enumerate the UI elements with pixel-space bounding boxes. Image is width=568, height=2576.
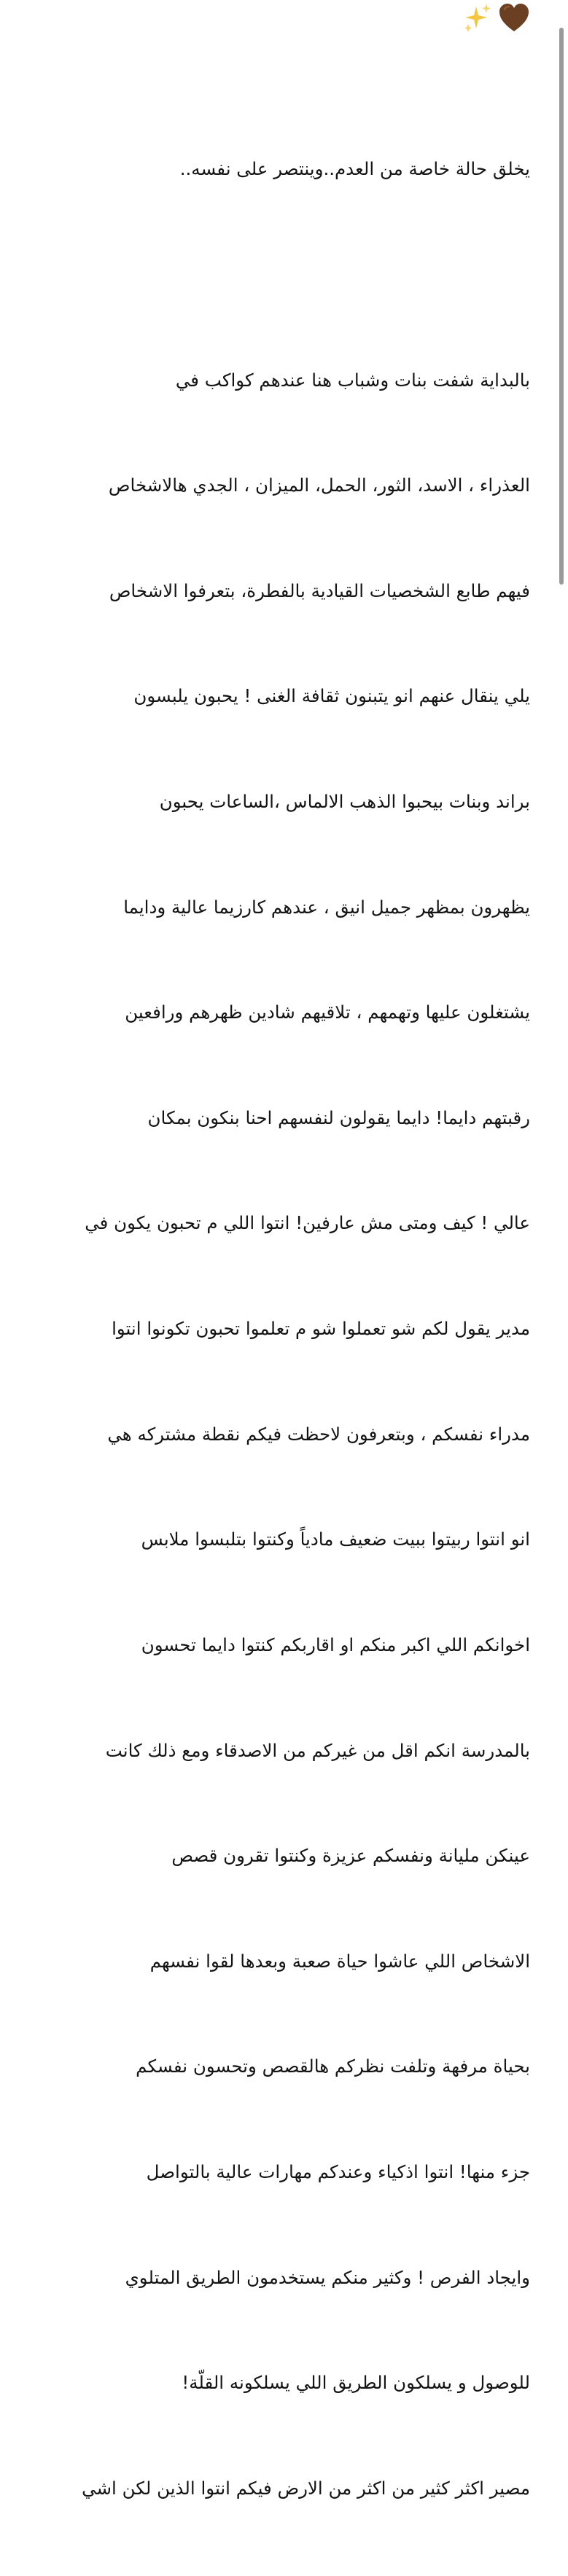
note-body [42, 82, 530, 2576]
note-line: انو انتوا ربيتوا ببيت ضعيف مادياً وكنتوا بتلبسوا ملابس [141, 1529, 530, 1550]
note-line: بحياة مرفهة وتلفت نظركم هالقصص وتحسون نفسكم [136, 2056, 530, 2077]
note-line: يشتغلون عليها وتهمهم ، تلاقيهم شادين ظهرهم ورافعين [125, 1002, 530, 1023]
vertical-scrollbar[interactable] [559, 28, 564, 585]
note-heading: يخلق حالة خاصة من العدم..وينتصر على نفسه.. [179, 158, 530, 180]
note-line: الاشخاص اللي عاشوا حياة صعبة وبعدها لقوا نفسهم [149, 1950, 530, 1972]
note-line: يلي ينقال عنهم انو يتبنون ثقافة الغنى ! يحبون يلبسون [133, 685, 530, 707]
note-line: بالبداية شفت بنات وشباب هنا عندهم كواكب في [175, 369, 530, 391]
note-line: براند وبنات بيحبوا الذهب الالماس ،الساعات يحبون [159, 791, 530, 813]
note-line: رقبتهم دايما! دايما يقولون لنفسهم احنا بنكون بمكان [147, 1106, 530, 1128]
note-line: بالمدرسة انكم اقل من غيركم من الاصدقاء ومع ذلك كانت [105, 1739, 530, 1761]
sparkles-icon [462, 2, 494, 34]
brown-heart-icon [498, 2, 530, 34]
note-line: وايجاد الفرص ! وكثير منكم يستخدمون الطريق المتلوي [125, 2266, 530, 2288]
note-line: عينكن مليانة ونفسكم عزيزة وكنتوا تقرون قصص [171, 1845, 530, 1867]
note-line: يظهرون بمظهر جميل انيق ، عندهم كارزيما عالية ودايما [123, 896, 530, 918]
note-line: للوصول و يسلكون الطريق اللي يسلكونه القلّة! [182, 2372, 530, 2394]
note-line: مدير يقول لكم شو تعملوا شو م تعلموا تحبون تكونوا انتوا [112, 1318, 530, 1340]
note-line: عالي ! كيف ومتى مش عارفين! انتوا اللي م تحبون يكون في [85, 1212, 530, 1234]
note-line: مصير اكثر كثير من اكثر من الارض فيكم انتوا الذين لكن اشي [82, 2477, 530, 2499]
note-line: اخوانكم اللي اكبر منكم او اقاربكم كنتوا دايما تحسون [141, 1634, 530, 1655]
emoji-header [462, 0, 530, 36]
note-line: مدراء نفسكم ، وبتعرفون لاحظت فيكم نقطة مشتركه هي [107, 1423, 530, 1445]
note-line: فيهم طابع الشخصيات القيادية بالفطرة، بتعرفوا الاشخاص [109, 579, 530, 601]
note-line: العذراء ، الاسد، الثور، الحمل، الميزان ، الجدي هالاشخاص [108, 475, 530, 496]
paragraph-spacer [42, 257, 530, 292]
note-line: جزء منها! انتوا اذكياء وعندكم مهارات عالية بالتواصل [146, 2161, 530, 2182]
